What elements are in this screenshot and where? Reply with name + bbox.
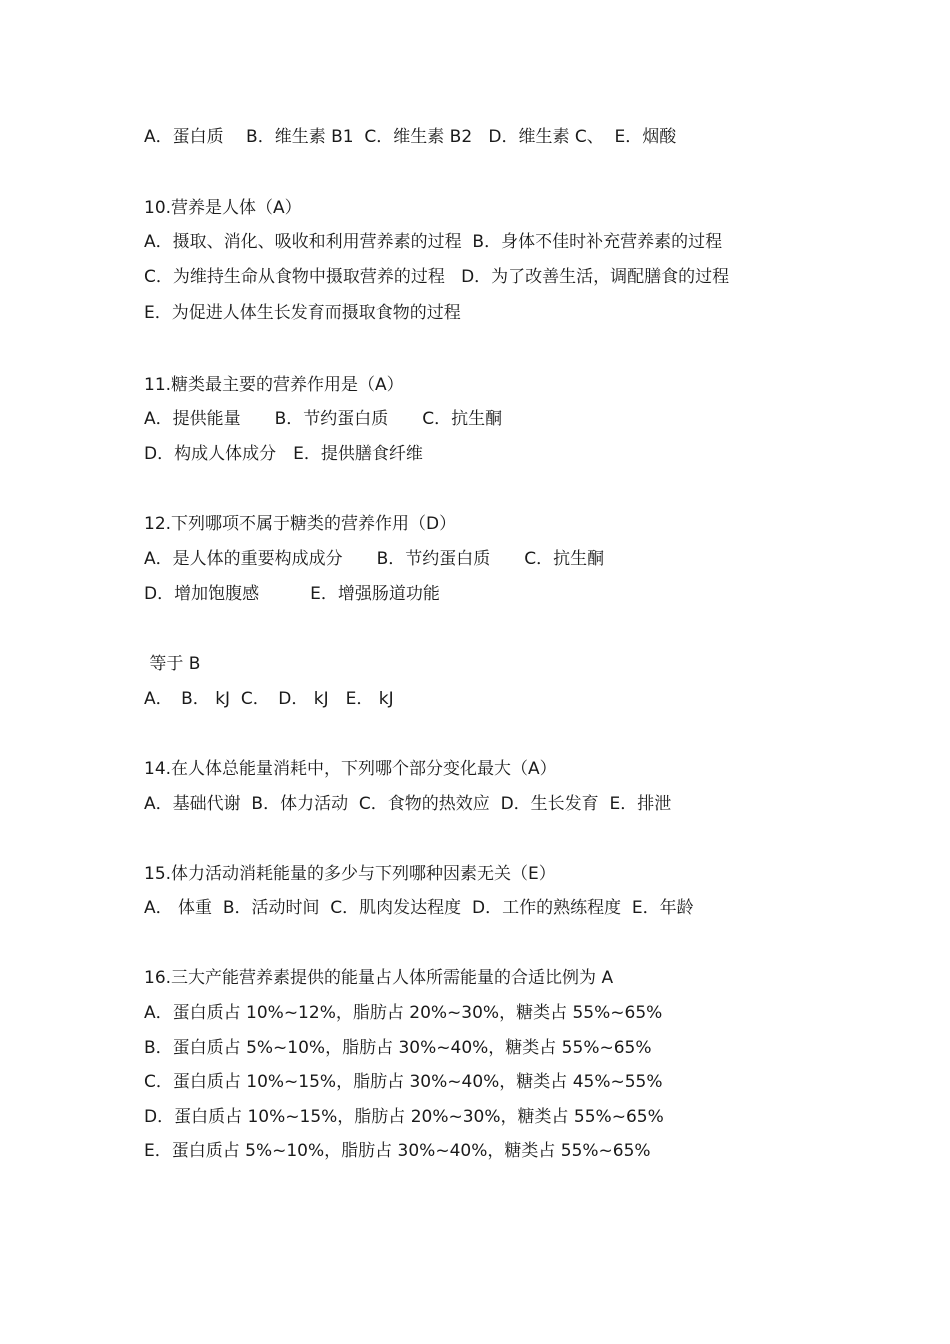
q12-options-de: D．增加饱腹感 E．增强肠道功能 — [144, 584, 440, 604]
q11-options-de: D．构成人体成分 E．提供膳食纤维 — [144, 444, 423, 464]
q13-question: 等于 B — [144, 654, 201, 674]
q12-question: 12.下列哪项不属于糖类的营养作用（D） — [144, 514, 457, 534]
q16-option-a: A．蛋白质占 10%~12%，脂肪占 20%~30%，糖类占 55%~65% — [144, 1003, 663, 1023]
q12-options-abc: A．是人体的重要构成成分 B．节约蛋白质 C．抗生酮 — [144, 549, 605, 569]
q16-option-b: B．蛋白质占 5%~10%，脂肪占 30%~40%，糖类占 55%~65% — [144, 1038, 652, 1058]
q14-options: A．基础代谢 B．体力活动 C．食物的热效应 D．生长发育 E．排泄 — [144, 794, 672, 814]
q14-question: 14.在人体总能量消耗中，下列哪个部分变化最大（A） — [144, 759, 557, 779]
q15-options: A． 体重 B．活动时间 C．肌肉发达程度 D．工作的熟练程度 E．年龄 — [144, 898, 694, 918]
q15-question: 15.体力活动消耗能量的多少与下列哪种因素无关（E） — [144, 864, 556, 884]
q9-options: A．蛋白质 B．维生素 B1 C．维生素 B2 D．维生素 C、 E．烟酸 — [144, 127, 677, 147]
q11-question: 11.糖类最主要的营养作用是（A） — [144, 375, 404, 395]
q16-option-c: C．蛋白质占 10%~15%，脂肪占 30%~40%，糖类占 45%~55% — [144, 1072, 663, 1092]
q10-question: 10.营养是人体（A） — [144, 198, 302, 218]
q10-options-ab: A．摄取、消化、吸收和利用营养素的过程 B．身体不佳时补充营养素的过程 — [144, 232, 723, 252]
q13-options: A． B． kJ C． D． kJ E． kJ — [144, 689, 394, 709]
q16-option-e: E．蛋白质占 5%~10%，脂肪占 30%~40%，糖类占 55%~65% — [144, 1141, 651, 1161]
q10-option-e: E．为促进人体生长发育而摄取食物的过程 — [144, 303, 461, 323]
q11-options-abc: A．提供能量 B．节约蛋白质 C．抗生酮 — [144, 409, 503, 429]
q16-option-d: D．蛋白质占 10%~15%，脂肪占 20%~30%，糖类占 55%~65% — [144, 1107, 664, 1127]
q16-question: 16.三大产能营养素提供的能量占人体所需能量的合适比例为 A — [144, 968, 614, 988]
q10-options-cd: C．为维持生命从食物中摄取营养的过程 D．为了改善生活，调配膳食的过程 — [144, 267, 730, 287]
